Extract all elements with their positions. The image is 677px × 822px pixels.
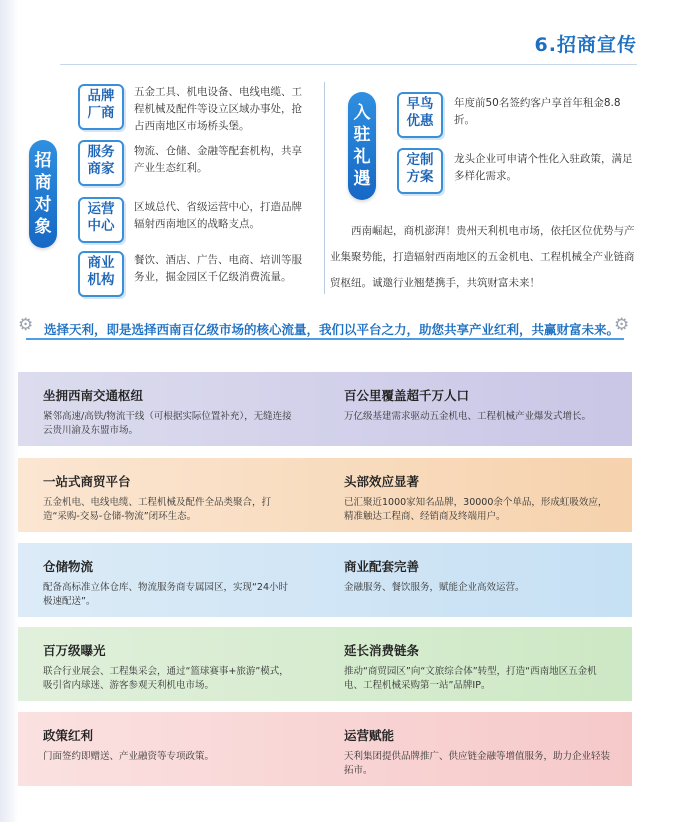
tag-line: 方案 — [406, 169, 434, 185]
tag-line: 商业 — [87, 255, 115, 271]
feature-right — [344, 386, 614, 424]
entry-badge-char: 遇 — [353, 169, 371, 189]
slogan-text: 选择天利，即是选择西南百亿级市场的核心流量，我们以平台之力，助您共享产业红利，共赢财富未来。 — [44, 322, 620, 337]
feature-title: 延长消费链条 — [344, 643, 420, 658]
objects-badge-char: 对 — [34, 195, 52, 215]
feature-band-policy — [18, 712, 632, 786]
feature-text: 配备高标准立体仓库、物流服务商专属园区，实现“24小时极速配送”。 — [43, 582, 289, 607]
feature-title: 百公里覆盖超千万人口 — [344, 388, 470, 403]
feature-band-exposure — [18, 627, 632, 701]
feature-title: 坐拥西南交通枢纽 — [43, 388, 144, 403]
object-tag-commerce — [78, 251, 124, 297]
tag-line: 运营 — [87, 201, 115, 217]
tag-line: 机构 — [87, 272, 115, 288]
feature-text: 天利集团提供品牌推广、供应链金融等增值服务，助力企业轻装拓市。 — [344, 751, 611, 776]
feature-band-logistics — [18, 543, 632, 617]
entry-desc-early-bird: 年度前50名签约客户享首年租金8.8折。 — [454, 97, 621, 126]
entry-badge-char: 礼 — [353, 147, 371, 167]
object-desc-brand: 五金工具、机电设备、电线电缆、工程机械及配件等设立区域办事处，抢占西南地区市场桥头堡。 — [134, 86, 302, 132]
slogan-bar — [18, 314, 632, 344]
feature-right — [344, 557, 614, 595]
objects-badge — [29, 140, 57, 248]
page-spine-shadow — [0, 0, 18, 822]
feature-title: 商业配套完善 — [344, 559, 420, 574]
feature-text: 已汇聚近1000家知名品牌，30000余个单品，形成虹吸效应，精准触达工程商、经销商及终端用户。 — [344, 497, 608, 522]
feature-left — [43, 726, 293, 764]
object-desc-operation: 区域总代、省级运营中心，打造品牌辐射西南地区的战略支点。 — [134, 201, 302, 230]
feature-text: 金融服务、餐饮服务，赋能企业高效运营。 — [344, 582, 525, 593]
feature-title: 政策红利 — [43, 728, 94, 743]
object-tag-operation — [78, 197, 124, 243]
feature-text: 五金机电、电线电缆、工程机械及配件全品类聚合，打造“采购-交易-仓储-物流”闭环生态。 — [43, 497, 272, 522]
object-desc-commerce: 餐饮、酒店、广告、电商、培训等服务业，掘金园区千亿级消费流量。 — [134, 254, 302, 283]
entry-badge — [348, 92, 376, 200]
feature-title: 运营赋能 — [344, 728, 395, 743]
entry-desc-custom: 龙头企业可申请个性化入驻政策，满足多样化需求。 — [454, 153, 633, 182]
tag-line: 厂商 — [87, 105, 115, 121]
entry-badge-char: 驻 — [353, 125, 371, 145]
tag-line: 服务 — [87, 144, 115, 160]
feature-left — [43, 386, 293, 438]
gear-icon: ⚙ — [614, 315, 630, 335]
feature-band-transport — [18, 372, 632, 446]
feature-left — [43, 641, 293, 693]
entry-tag-custom — [397, 148, 443, 194]
feature-band-platform — [18, 458, 632, 532]
feature-right — [344, 726, 614, 778]
feature-title: 一站式商贸平台 — [43, 474, 131, 489]
feature-text: 联合行业展会、工程集采会，通过“篮球赛事+旅游”模式，吸引省内球迷、游客参观天利机电市场。 — [43, 666, 289, 691]
gear-icon: ⚙ — [18, 315, 34, 335]
promo-paragraph: 西南崛起，商机澎湃！贵州天利机电市场，依托区位优势与产业集聚势能，打造辐射西南地区的五金机电、工程机械全产业链商贸枢纽。诚邀行业翘楚携手，共筑财富未来！ — [330, 225, 635, 289]
tag-line: 中心 — [87, 218, 115, 234]
object-tag-brand — [78, 84, 124, 130]
feature-text: 推动“商贸园区”向“文旅综合体”转型，打造“西南地区五金机电、工程机械采购第一站”品牌IP。 — [344, 666, 597, 691]
feature-text: 紧邻高速/高铁/物流干线（可根据实际位置补充），无缝连接云贵川渝及东盟市场。 — [43, 411, 292, 436]
objects-badge-char: 招 — [34, 151, 52, 171]
object-desc-service: 物流、仓储、金融等配套机构，共享产业生态红利。 — [134, 145, 302, 174]
tag-line: 品牌 — [87, 88, 115, 104]
column-divider — [324, 82, 325, 294]
feature-title: 仓储物流 — [43, 559, 94, 574]
entry-tag-early-bird — [397, 92, 443, 138]
feature-right — [344, 641, 614, 693]
tag-line: 商家 — [87, 161, 115, 177]
tag-line: 定制 — [406, 152, 434, 168]
title-divider — [60, 64, 637, 65]
slogan-underline — [26, 338, 624, 340]
objects-badge-char: 商 — [34, 173, 52, 193]
entry-badge-char: 入 — [353, 103, 371, 123]
feature-title: 头部效应显著 — [344, 474, 420, 489]
feature-text: 门面签约即赠送、产业融资等专项政策。 — [43, 751, 215, 762]
tag-line: 早鸟 — [406, 96, 434, 112]
feature-left — [43, 472, 293, 524]
feature-right — [344, 472, 614, 524]
objects-badge-char: 象 — [34, 217, 52, 237]
feature-left — [43, 557, 293, 609]
section-title: 6.招商宣传 — [534, 34, 637, 56]
feature-text: 万亿级基建需求驱动五金机电、工程机械产业爆发式增长。 — [344, 411, 592, 422]
feature-title: 百万级曝光 — [43, 643, 106, 658]
object-tag-service — [78, 140, 124, 186]
tag-line: 优惠 — [406, 113, 434, 129]
